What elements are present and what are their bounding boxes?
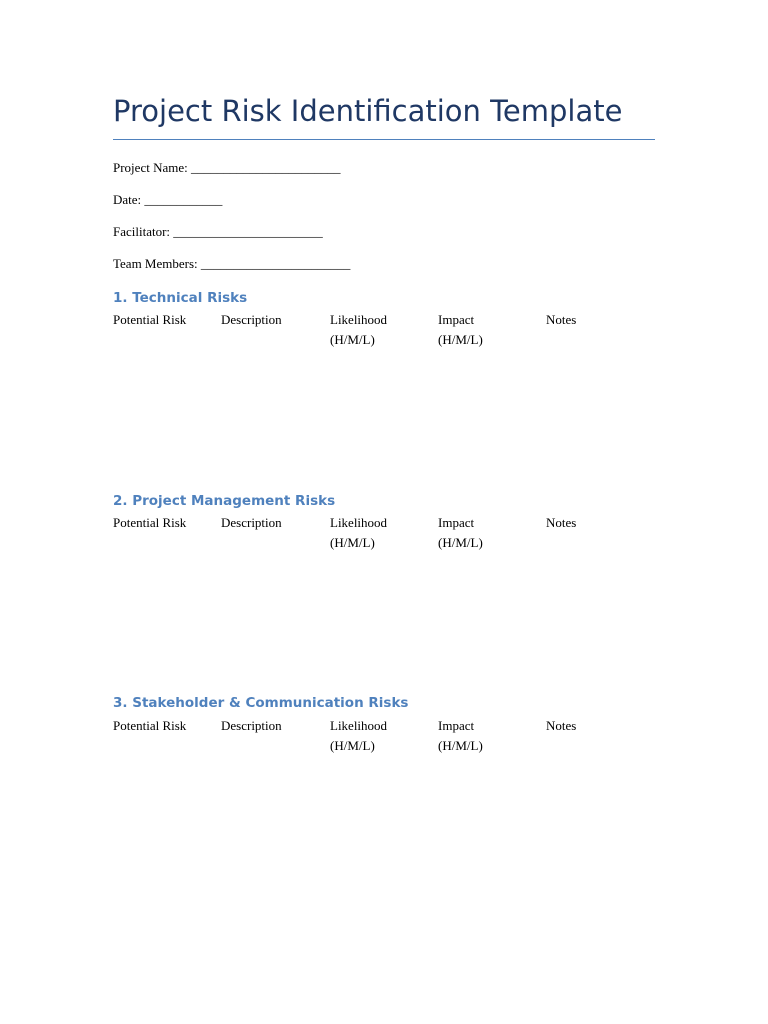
column-header-notes: Notes (546, 515, 577, 530)
column-header-potential-risk: Potential Risk (113, 515, 187, 530)
column-header-description: Description (221, 718, 282, 733)
document-title: Project Risk Identification Template (113, 94, 623, 128)
column-header-notes: Notes (546, 312, 577, 327)
column-header-notes: Notes (546, 718, 577, 733)
column-header-impact: Impact (H/M/L) (438, 312, 483, 347)
facilitator-field: Facilitator: _______________________ (113, 224, 323, 239)
column-header-potential-risk: Potential Risk (113, 312, 187, 327)
column-header-likelihood: Likelihood (H/M/L) (330, 515, 388, 550)
team-members-field: Team Members: _______________________ (113, 256, 351, 271)
column-header-potential-risk: Potential Risk (113, 718, 187, 733)
title-underline (113, 139, 655, 140)
section-heading-technical-risks: 1. Technical Risks (113, 290, 248, 306)
project-name-field: Project Name: _______________________ (113, 160, 341, 175)
column-header-impact: Impact (H/M/L) (438, 718, 483, 753)
column-header-description: Description (221, 515, 282, 530)
date-field: Date: ____________ (113, 192, 223, 207)
column-header-impact: Impact (H/M/L) (438, 515, 483, 550)
column-header-description: Description (221, 312, 282, 327)
column-header-likelihood: Likelihood (H/M/L) (330, 312, 388, 347)
section-heading-project-management-risks: 2. Project Management Risks (113, 493, 336, 509)
section-heading-stakeholder-communication-risks: 3. Stakeholder & Communication Risks (113, 695, 409, 711)
column-header-likelihood: Likelihood (H/M/L) (330, 718, 388, 753)
